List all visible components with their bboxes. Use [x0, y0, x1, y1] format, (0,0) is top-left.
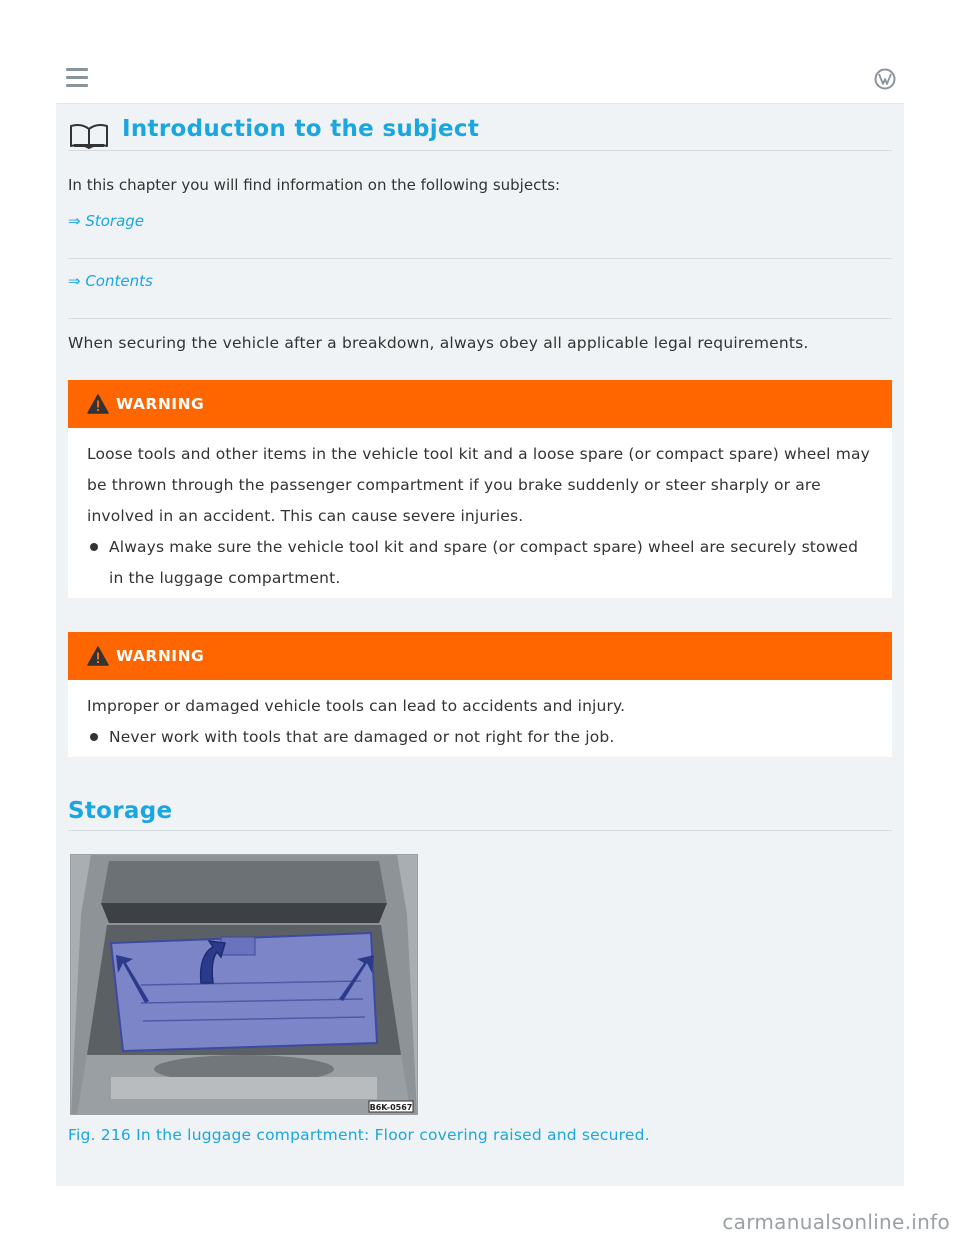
figure-caption: Fig. 216 In the luggage compartment: Floor covering raised and secured. — [68, 1126, 650, 1144]
warning-body — [68, 428, 892, 598]
legal-note: When securing the vehicle after a breakdown, always obey all applicable legal requirements. — [68, 334, 809, 352]
warning-header — [68, 632, 892, 680]
warning-triangle-icon — [87, 646, 109, 666]
warning-triangle-icon — [87, 394, 109, 414]
link-row-storage — [68, 200, 892, 259]
warning-text: Loose tools and other items in the vehicle tool kit and a loose spare (or compact spare) wheel may be thrown through the passenger compartment if you brake suddenly or steer sharply or are involved in an accident. This can cause severe injuries. — [87, 445, 870, 525]
warning-header — [68, 380, 892, 428]
section-title: Introduction to the subject — [122, 116, 480, 142]
luggage-compartment-figure — [70, 854, 418, 1115]
vw-logo-icon[interactable] — [874, 68, 896, 90]
warning-label: WARNING — [116, 395, 205, 413]
warning-body — [68, 680, 892, 757]
storage-link[interactable]: ⇒ Storage — [68, 212, 145, 230]
storage-header — [68, 798, 892, 831]
intro-text: In this chapter you will find information on the following subjects: — [68, 176, 561, 194]
warning-bullet: Never work with tools that are damaged or not right for the job. — [87, 722, 870, 753]
contents-link[interactable]: ⇒ Contents — [68, 272, 153, 290]
section-header — [68, 118, 892, 151]
hamburger-menu-icon[interactable] — [66, 68, 88, 88]
warning-box-1 — [68, 380, 892, 598]
top-bar — [56, 55, 904, 104]
warning-label: WARNING — [116, 647, 205, 665]
open-book-icon — [68, 122, 110, 150]
warning-bullet: Always make sure the vehicle tool kit and spare (or compact spare) wheel are securely stowed in the luggage compartment. — [87, 532, 870, 594]
warning-text: Improper or damaged vehicle tools can lead to accidents and injury. — [87, 697, 626, 715]
storage-title: Storage — [68, 798, 173, 824]
content-area — [56, 104, 904, 1186]
link-row-contents — [68, 260, 892, 319]
warning-box-2 — [68, 632, 892, 757]
figure-code: B6K-0567 — [369, 1103, 413, 1112]
watermark: carmanualsonline.info — [722, 1210, 950, 1234]
